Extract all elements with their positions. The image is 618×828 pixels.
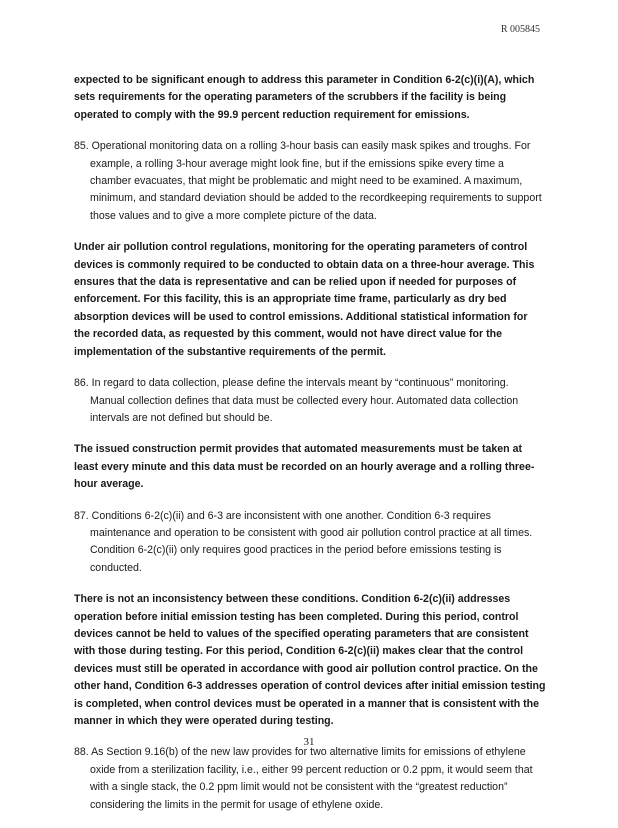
page-number: 31 [303,736,315,748]
document-body [74,72,546,828]
comment-88: 88. As Section 9.16(b) of the new law provides for two alternative limits for emissions of ethylene oxide from a sterilization facility, i.e., either 99 percent reduction or 0.2 ppm, it would seem that with a single stack, the 0.2 ppm limit would not be consistent with the “greatest reduction” considering the limits in the permit for usage of ethylene oxide. [74,746,533,811]
response-86: The issued construction permit provides that automated measurements must be taken at least every minute and this data must be recorded on an hourly average and a rolling three-hour average. [74,443,535,491]
response-84-continued: expected to be significant enough to address this parameter in Condition 6-2(c)(i)(A), which sets requirements for the operating parameters of the scrubbers if the facility is being operated to comply with the 99.9 percent reduction requirement for emissions. [74,74,535,121]
comment-87: 87. Conditions 6-2(c)(ii) and 6-3 are inconsistent with one another. Condition 6-3 requires maintenance and operation to be consistent with good air pollution control practice at all times. Condition 6-2(c)(ii) only requires good practices in the period before emissions testing is conducted. [74,509,533,574]
comment-86: 86. In regard to data collection, please define the intervals meant by “continuous” monitoring. Manual collection defines that data must be collected every hour. Automated data collection intervals are not defined but should be. [74,377,519,424]
response-85: Under air pollution control regulations, monitoring for the operating parameters of control devices is commonly required to be conducted to obtain data on a three-hour average. This ensures that the data is representative and can be relied upon if needed for purposes of enforcement. For this facility, this is an appropriate time frame, particularly as dry bed absorption devices will be used to control emissions. Additional statistical information for the recorded data, as requested by this comment, would not have direct value for the implementation of the substantive requirements of the permit. [74,241,535,358]
document-page-id: R 005845 [500,24,540,35]
response-87: There is not an inconsistency between these conditions. Condition 6-2(c)(ii) addresses operation before initial emission testing has been completed. During this period, control devices cannot be held to values of the specified operating parameters that are consistent with those during testing. For this period, Condition 6-2(c)(ii) makes clear that the control devices must still be operated in accordance with good air pollution control practice. On the other hand, Condition 6-3 addresses operation of control devices after initial emission testing is completed, when control devices must be operated in a manner that is consistent with the manner in which they were operated during testing. [74,593,546,727]
comment-85: 85. Operational monitoring data on a rolling 3-hour basis can easily mask spikes and troughs. For example, a rolling 3-hour average might look fine, but if the emissions spike every time a chamber evacuates, that might be problematic and might need to be examined. A maximum, minimum, and standard deviation should be added to the recordkeeping requirements to support those values and to give a more complete picture of the data. [74,140,542,222]
